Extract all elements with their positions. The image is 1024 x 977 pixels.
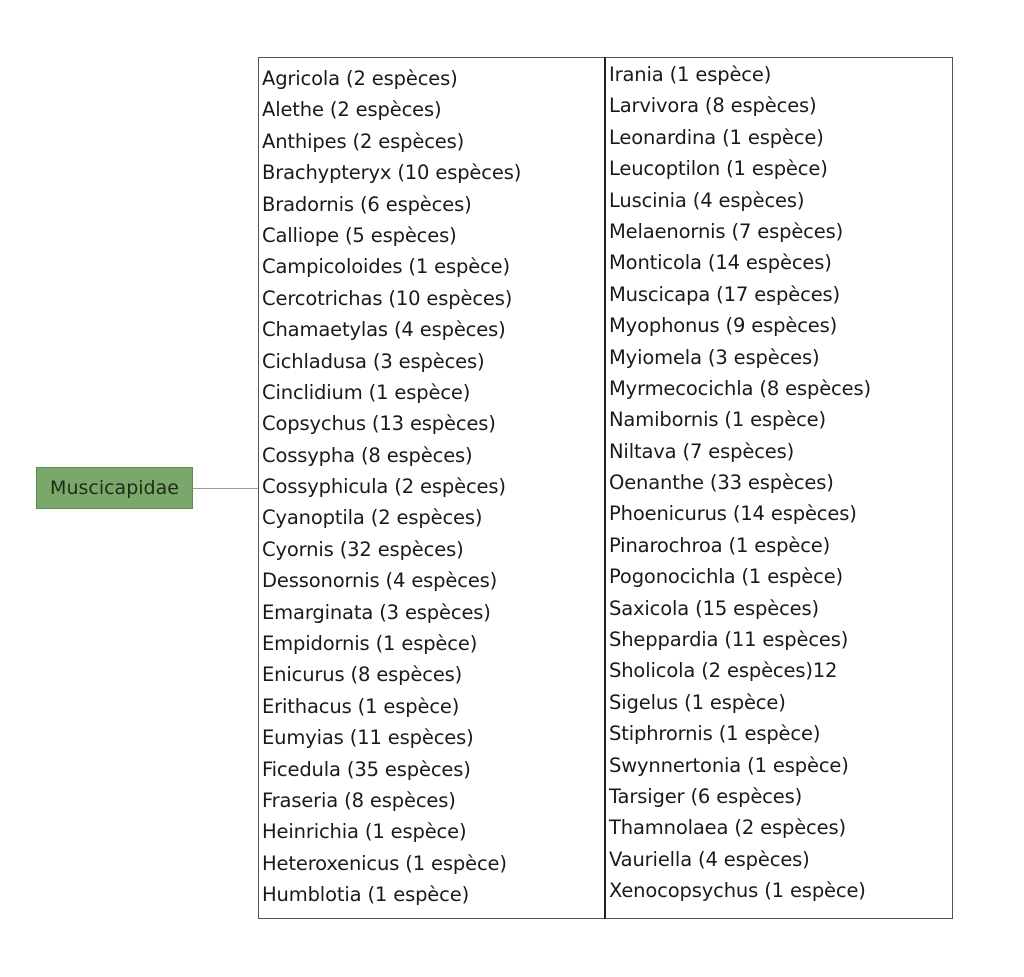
genus-item: Alethe (2 espèces) [262, 98, 442, 122]
genera-column-right [609, 59, 871, 907]
genus-item: Myrmecocichla (8 espèces) [609, 376, 871, 400]
genus-item: Cyornis (32 espèces) [262, 537, 464, 561]
genus-item: Namibornis (1 espèce) [609, 408, 826, 432]
genus-item: Thamnolaea (2 espèces) [609, 816, 846, 840]
genus-item: Phoenicurus (14 espèces) [609, 502, 857, 526]
column-divider [604, 57, 606, 919]
genus-item: Niltava (7 espèces) [609, 439, 795, 463]
genus-item: Agricola (2 espèces) [262, 67, 458, 90]
genus-item: Eumyias (11 espèces) [262, 726, 474, 750]
genus-item: Erithacus (1 espèce) [262, 694, 460, 718]
genus-item: Fraseria (8 espèces) [262, 788, 456, 812]
genus-item: Heinrichia (1 espèce) [262, 820, 467, 844]
genus-item: Cossyphicula (2 espèces) [262, 475, 506, 499]
genus-item: Dessonornis (4 espèces) [262, 569, 498, 593]
genus-item: Heteroxenicus (1 espèce) [262, 851, 507, 875]
genus-item: Calliope (5 espèces) [262, 223, 457, 247]
genera-column-left [262, 63, 521, 911]
genus-item: Ficedula (35 espèces) [262, 757, 471, 781]
genus-item: Cossypha (8 espèces) [262, 443, 473, 467]
genus-item: Melaenornis (7 espèces) [609, 219, 844, 243]
genus-item: Cyanoptila (2 espèces) [262, 506, 483, 530]
connector-line [193, 488, 258, 489]
genus-item: Leonardina (1 espèce) [609, 125, 824, 149]
genus-item: Xenocopsychus (1 espèce) [609, 879, 866, 903]
genus-item: Humblotia (1 espèce) [262, 883, 470, 907]
genus-item: Stiphrornis (1 espèce) [609, 722, 821, 746]
genus-item: Emarginata (3 espèces) [262, 600, 491, 624]
genus-item: Swynnertonia (1 espèce) [609, 753, 849, 777]
genus-item: Brachypteryx (10 espèces) [262, 161, 522, 185]
genus-item: Campicoloides (1 espèce) [262, 255, 510, 279]
genus-item: Empidornis (1 espèce) [262, 632, 478, 656]
root-node-label: Muscicapidae [50, 477, 179, 499]
genus-item: Oenanthe (33 espèces) [609, 471, 834, 495]
genus-item: Vauriella (4 espèces) [609, 847, 810, 871]
genus-item: Copsychus (13 espèces) [262, 412, 496, 436]
genus-item: Myophonus (9 espèces) [609, 314, 838, 338]
genus-item: Luscinia (4 espèces) [609, 188, 805, 212]
genus-item: Cercotrichas (10 espèces) [262, 286, 513, 310]
genus-item: Larvivora (8 espèces) [609, 94, 817, 118]
genus-item: Chamaetylas (4 espèces) [262, 318, 506, 342]
genus-item: Cinclidium (1 espèce) [262, 380, 471, 404]
genus-item: Irania (1 espèce) [609, 63, 772, 86]
genus-item: Myiomela (3 espèces) [609, 345, 820, 369]
genus-item: Tarsiger (6 espèces) [609, 784, 803, 808]
genus-item: Monticola (14 espèces) [609, 251, 832, 275]
genus-item: Saxicola (15 espèces) [609, 596, 819, 620]
root-node-muscicapidae[interactable] [36, 467, 193, 509]
genus-item: Pogonocichla (1 espèce) [609, 565, 843, 589]
genus-item: Leucoptilon (1 espèce) [609, 157, 828, 181]
genus-item: Sholicola (2 espèces)12 [609, 659, 838, 683]
genus-item: Bradornis (6 espèces) [262, 192, 472, 216]
genus-item: Enicurus (8 espèces) [262, 663, 463, 687]
genus-item: Muscicapa (17 espèces) [609, 282, 841, 306]
genus-item: Anthipes (2 espèces) [262, 129, 465, 153]
genus-item: Sheppardia (11 espèces) [609, 628, 849, 652]
genus-item: Cichladusa (3 espèces) [262, 349, 485, 373]
genus-item: Sigelus (1 espèce) [609, 690, 786, 714]
genus-item: Pinarochroa (1 espèce) [609, 533, 831, 557]
